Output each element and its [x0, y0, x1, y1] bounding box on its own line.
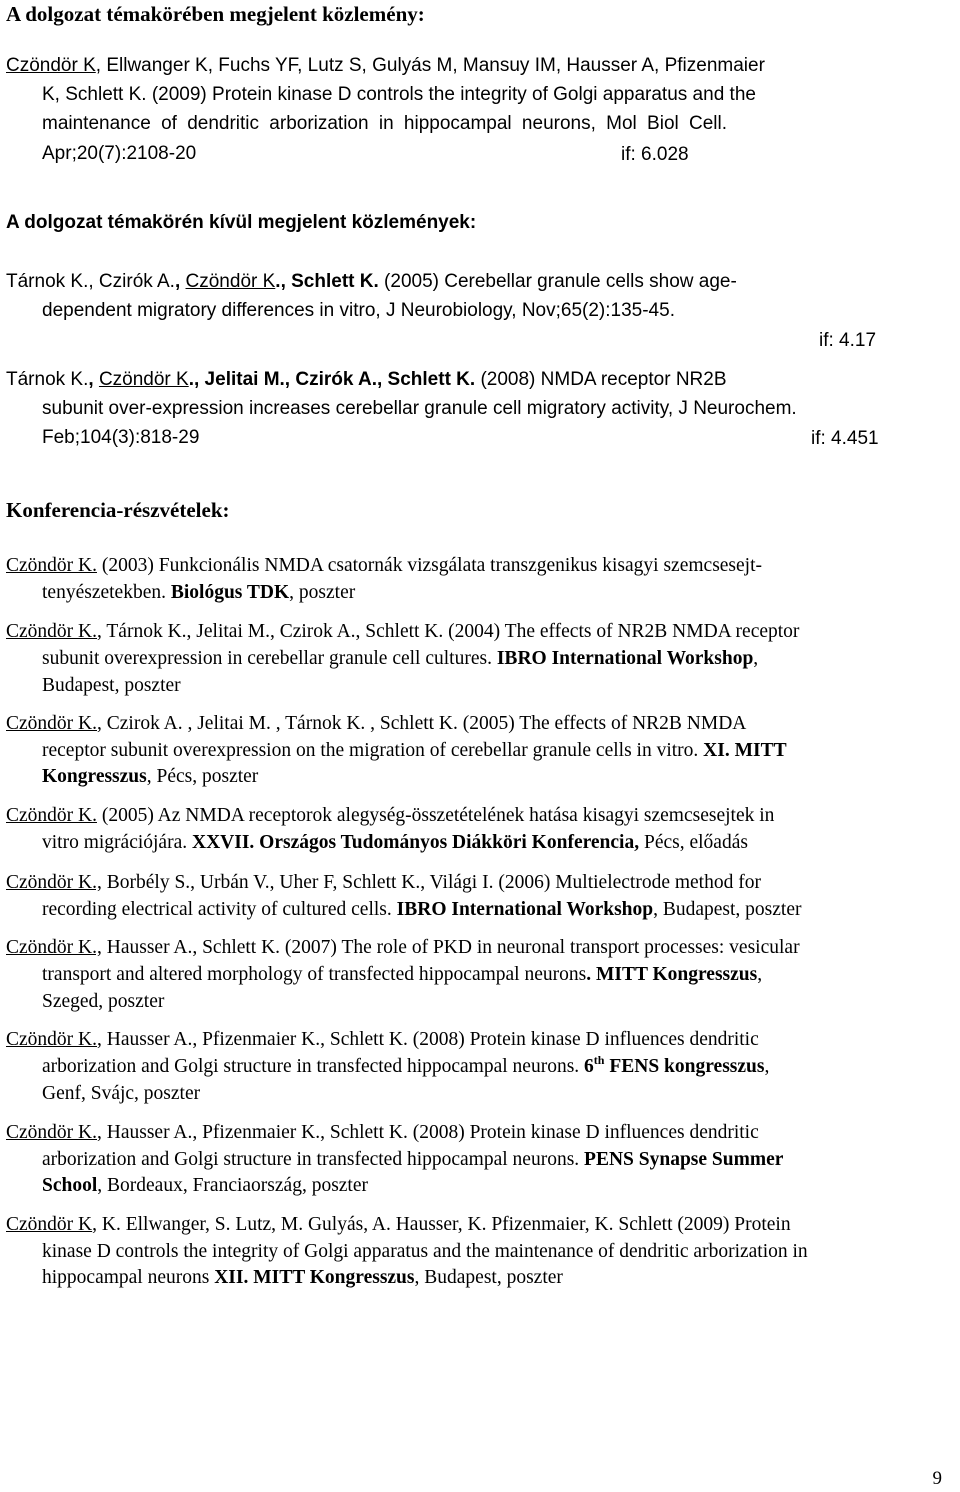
pub2-title: (2005) Cerebellar granule cells show age-: [378, 271, 737, 292]
pub1-line4: Apr;20(7):2108-20: [42, 143, 197, 164]
conf7-superscript: th: [593, 1053, 605, 1067]
conf4-type: Pécs, előadás: [639, 832, 748, 853]
pub3-author: Tárnok K.: [6, 369, 89, 390]
conf9-text: hippocampal neurons: [42, 1267, 215, 1288]
conf3-venue: Kongresszus: [42, 766, 147, 787]
conf7-text: arborization and Golgi structure in transfected hippocampal neurons.: [42, 1056, 585, 1077]
conf8-type: , Bordeaux, Franciaország, poszter: [97, 1175, 368, 1196]
conf9-text: , K. Ellwanger, S. Lutz, M. Gulyás, A. Hausser, K. Pfizenmaier, K. Schlett (2009) Protein: [92, 1214, 791, 1235]
page-number: 9: [932, 1468, 942, 1489]
conf8-text: , Hausser A., Pfizenmaier K., Schlett K. (2008) Protein kinase D influences dendritic: [97, 1122, 759, 1143]
conf9-type: , Budapest, poszter: [414, 1267, 563, 1288]
conf5-line1: [6, 873, 761, 893]
conf6-text: Hausser A., Schlett K. (2007) The role of PKD in neuronal transport processes: vesicular: [101, 937, 800, 958]
conf5-text: recording electrical activity of cultured cells.: [42, 899, 397, 920]
pub3-authors: ., Jelitai M., Czirók A., Schlett K.: [188, 369, 476, 390]
conf9-line2: kinase D controls the integrity of Golgi apparatus and the maintenance of dendritic arborization in: [42, 1241, 808, 1262]
conf8-line2: [42, 1150, 783, 1170]
pub2-author: , Czirók A.: [88, 271, 175, 292]
pub2-sep: ,: [174, 271, 186, 292]
conf5-line2: [42, 900, 801, 920]
conf1-venue: Biológus TDK: [170, 582, 290, 603]
conf8-venue: PENS Synapse Summer: [584, 1149, 784, 1170]
author-self: Czöndör K.: [6, 621, 97, 642]
author-self: Czöndör K: [98, 369, 189, 390]
conf7-sep: ,: [764, 1056, 770, 1077]
conf5-venue: IBRO International Workshop: [396, 899, 654, 920]
pub3-title: (2008) NMDA receptor NR2B: [475, 369, 727, 390]
pub2-author: Tárnok K.: [6, 271, 89, 292]
conf1-text: tenyészetekben.: [42, 582, 171, 603]
conf8-text: arborization and Golgi structure in transfected hippocampal neurons.: [42, 1149, 585, 1170]
conf9-venue: XII. MITT Kongresszus: [214, 1267, 415, 1288]
pub3-line1: [6, 370, 727, 389]
pub1-line1: [6, 56, 765, 75]
conf6-line2: [42, 965, 762, 985]
conf5-text: Borbély S., Urbán V., Uher F, Schlett K., Világi I. (2006) Multielectrode method for: [101, 872, 761, 893]
conf3-venue: XI. MITT: [703, 740, 787, 761]
conf4-venue: XXVII. Országos Tudományos Diákköri Konferencia,: [191, 832, 640, 853]
conf2-line2: [42, 649, 758, 669]
author-self: Czöndör K: [6, 55, 96, 76]
author-self: Czöndör K: [6, 1214, 93, 1235]
conf2-sep: ,: [753, 648, 759, 669]
conf7-line2: [42, 1053, 770, 1077]
conf1-line2: [42, 583, 355, 603]
conf5-type: , Budapest, poszter: [653, 899, 802, 920]
impact-factor: if: 4.451: [811, 428, 879, 449]
conf7-text: , Hausser A., Pfizenmaier K., Schlett K. (2008) Protein kinase D influences dendritic: [97, 1029, 759, 1050]
conf2-text: subunit overexpression in cerebellar granule cell cultures.: [42, 648, 497, 669]
pub2-line2: dependent migratory differences in vitro, J Neurobiology, Nov;65(2):135-45.: [42, 300, 675, 321]
pub2-author: ., Schlett K.: [275, 271, 379, 292]
author-self: Czöndör K: [185, 271, 276, 292]
author-self: Czöndör K.: [6, 1122, 97, 1143]
conf4-text: vitro migrációjára.: [42, 832, 192, 853]
pub2-line1: [6, 272, 737, 291]
conf4-line1: [6, 806, 774, 826]
conf2-line3: Budapest, poszter: [42, 675, 181, 696]
conf3-text: , Czirok A. , Jelitai M. , Tárnok K. , Schlett K. (2005) The effects of NR2B NMDA: [97, 713, 747, 734]
conf8-venue: School: [42, 1175, 98, 1196]
author-self: Czöndör K.,: [6, 872, 102, 893]
author-self: Czöndör K.: [6, 713, 97, 734]
author-self: Czöndör K.,: [6, 937, 102, 958]
conf2-line1: [6, 622, 799, 642]
author-self: Czöndör K.: [6, 555, 97, 576]
conf6-sep: ,: [757, 964, 763, 985]
pub3-sep: ,: [88, 369, 99, 390]
impact-factor: if: 4.17: [819, 330, 877, 351]
conf7-line1: [6, 1030, 759, 1050]
author-self: Czöndör K.: [6, 1029, 97, 1050]
conf9-line3: [42, 1268, 563, 1288]
conf4-text: (2005) Az NMDA receptorok alegység-összetételének hatása kisagyi szemcsesejtek in: [97, 805, 775, 826]
conf1-text: (2003) Funkcionális NMDA csatornák vizsgálata transzgenikus kisagyi szemcsesejt-: [97, 555, 763, 576]
conf4-line2: [42, 833, 748, 853]
conf1-type: , poszter: [289, 582, 356, 603]
pub3-line2: subunit over-expression increases cerebellar granule cell migratory activity, J Neurochem.: [42, 398, 797, 419]
pub1-line3: maintenance of dendritic arborization in hippocampal neurons, Mol Biol Cell.: [42, 113, 728, 134]
conf7-line3: Genf, Svájc, poszter: [42, 1083, 201, 1104]
conf2-text: , Tárnok K., Jelitai M., Czirok A., Schlett K. (2004) The effects of NR2B NMDA receptor: [97, 621, 800, 642]
pub3-line3: Feb;104(3):818-29: [42, 427, 200, 448]
conf3-type: , Pécs, poszter: [146, 766, 259, 787]
section-heading-other: A dolgozat témakörén kívül megjelent közlemények:: [6, 212, 477, 233]
conf7-venue: 6: [584, 1056, 594, 1077]
author-self: Czöndör K.: [6, 805, 97, 826]
conf6-line1: [6, 938, 800, 958]
conf3-line2: [42, 741, 787, 761]
pub1-line2: K, Schlett K. (2009) Protein kinase D controls the integrity of Golgi apparatus and the: [42, 84, 756, 105]
conf2-venue: IBRO International Workshop: [496, 648, 754, 669]
conf7-venue: FENS kongresszus: [604, 1056, 765, 1077]
impact-factor: if: 6.028: [621, 144, 689, 165]
section-heading-conferences: Konferencia-részvételek:: [6, 498, 230, 522]
conf3-line3: [42, 767, 258, 787]
conf6-line3: Szeged, poszter: [42, 991, 165, 1012]
conf6-venue: . MITT Kongresszus: [586, 964, 758, 985]
conf9-line1: [6, 1215, 791, 1235]
conf1-line1: [6, 556, 762, 576]
pub1-authors: , Ellwanger K, Fuchs YF, Lutz S, Gulyás M, Mansuy IM, Hausser A, Pfizenmaier: [95, 55, 765, 76]
conf3-line1: [6, 714, 746, 734]
conf3-text: receptor subunit overexpression on the migration of cerebellar granule cells in vitro.: [42, 740, 704, 761]
section-heading-topic: A dolgozat témakörében megjelent közlemény:: [6, 2, 425, 26]
conf8-line1: [6, 1123, 759, 1143]
conf8-line3: [42, 1176, 368, 1196]
conf6-text: transport and altered morphology of transfected hippocampal neurons: [42, 964, 587, 985]
